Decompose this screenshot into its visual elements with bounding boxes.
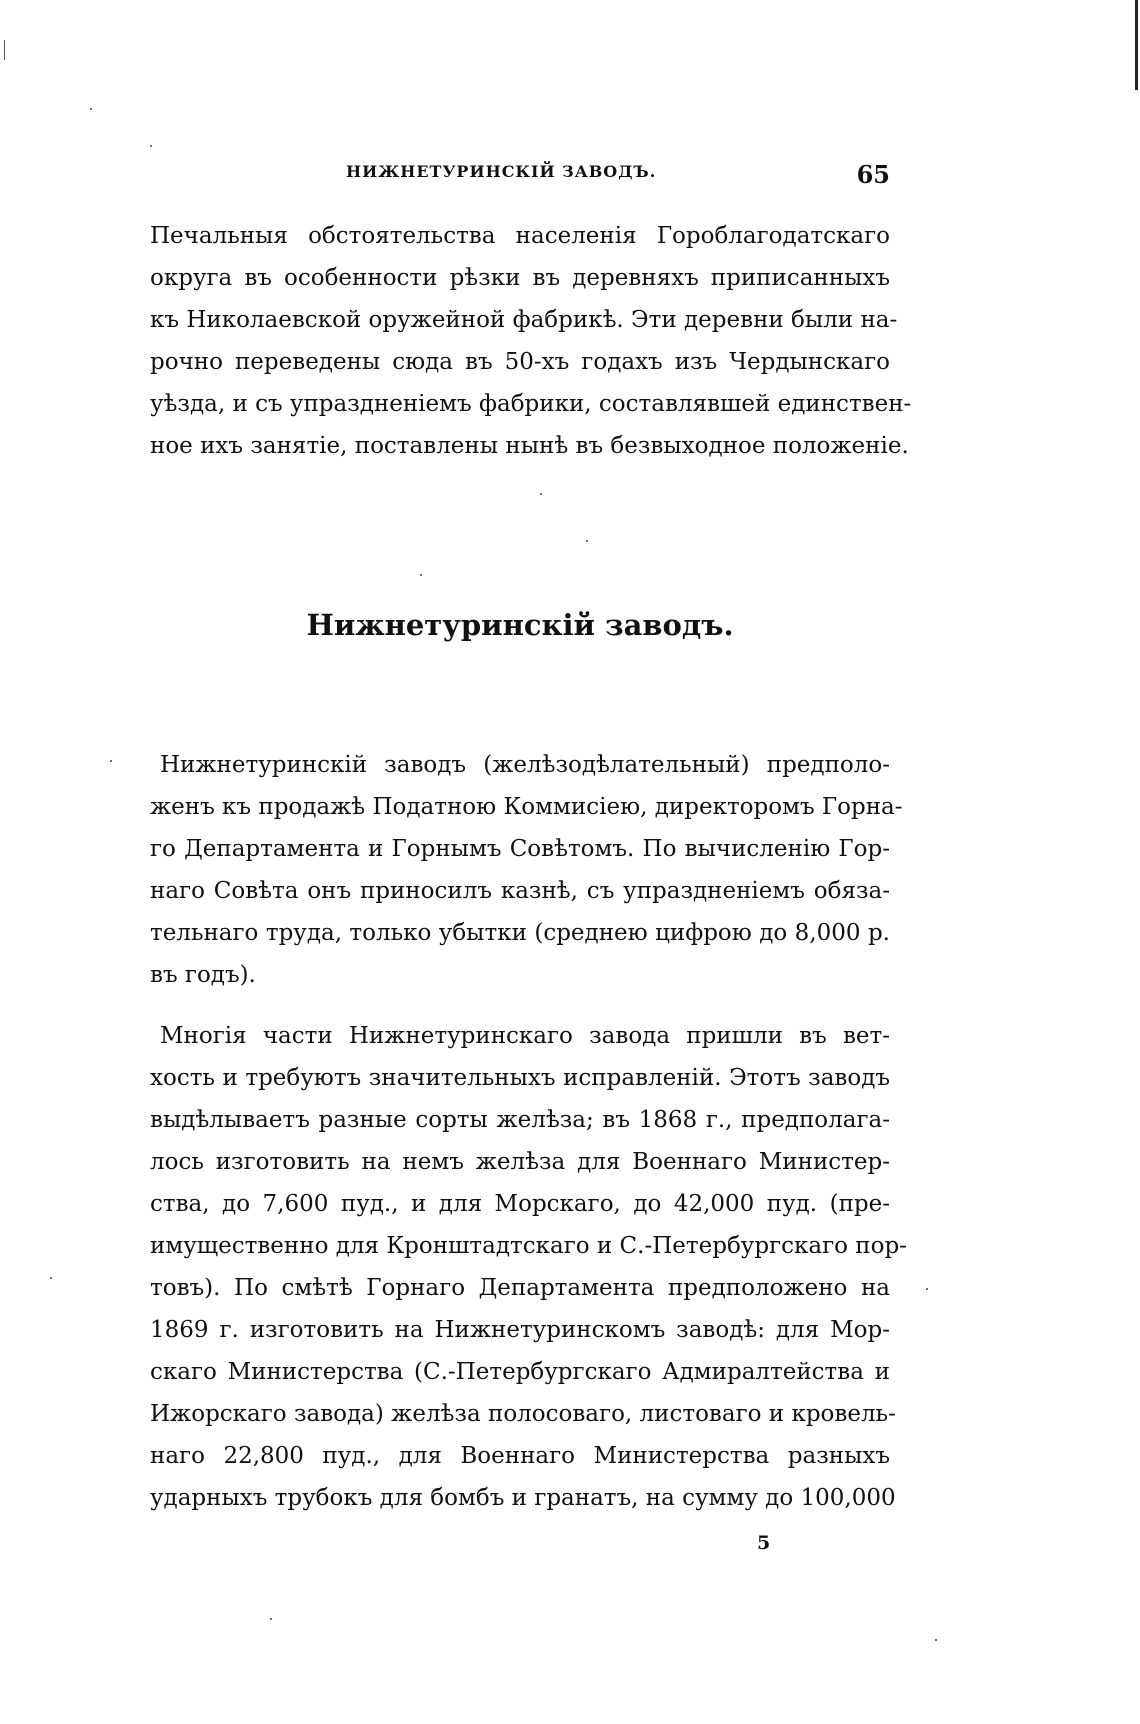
scan-speck [420, 574, 422, 576]
text-line: наго Совѣта онъ приносилъ казнѣ, съ упраздненіемъ обяза- [150, 878, 890, 904]
text-line: къ Николаевской оружейной фабрикѣ. Эти деревни были на- [150, 307, 898, 333]
scan-speck [926, 1288, 928, 1290]
text-line: скаго Министерства (С.-Петербургскаго Адмиралтейства и [150, 1359, 890, 1385]
scan-speck [270, 1618, 272, 1620]
scan-speck [50, 1277, 52, 1279]
text-line: го Департамента и Горнымъ Совѣтомъ. По вычисленію Гор- [150, 836, 890, 862]
scan-speck [150, 145, 152, 147]
text-line: округа въ особенности рѣзки въ деревняхъ приписанныхъ [150, 265, 890, 291]
text-line: въ годъ). [150, 962, 256, 988]
text-line: лось изготовить на немъ желѣза для Военнаго Министер- [150, 1149, 890, 1175]
text-line: Многія части Нижнетуринскаго завода пришли въ вет- [160, 1023, 890, 1049]
scan-edge-mark-left [4, 40, 5, 60]
text-line: Ижорскаго завода) желѣза полосоваго, листоваго и кровель- [150, 1401, 896, 1427]
page-number: 65 [856, 160, 890, 189]
text-line: 1869 г. изготовить на Нижнетуринскомъ заводѣ: для Мор- [150, 1317, 890, 1343]
text-line: уѣзда, и съ упраздненіемъ фабрики, составлявшей единствен- [150, 391, 912, 417]
text-line: имущественно для Кронштадтскаго и С.-Петербургскаго пор- [150, 1233, 907, 1259]
text-line: выдѣлываетъ разные сорты желѣза; въ 1868 г., предполага- [150, 1107, 890, 1133]
text-line: ное ихъ занятіе, поставлены нынѣ въ безвыходное положеніе. [150, 433, 909, 459]
running-title: НИЖНЕТУРИНСКІЙ ЗАВОДЪ. [346, 162, 657, 181]
text-line: женъ къ продажѣ Податною Коммисіею, директоромъ Горна- [150, 794, 903, 820]
text-line: ударныхъ трубокъ для бомбъ и гранатъ, на сумму до 100,000 [150, 1485, 896, 1511]
text-line: рочно переведены сюда въ 50-хъ годахъ изъ Чердынскаго [150, 349, 890, 375]
text-line: тельнаго труда, только убытки (среднею цифрою до 8,000 р. [150, 920, 890, 946]
scan-edge-mark-right [1135, 0, 1138, 90]
signature-mark: 5 [757, 1532, 771, 1554]
paragraph-production [150, 1015, 907, 1519]
scan-speck [935, 1639, 937, 1641]
paragraph-sale [150, 744, 903, 996]
scan-speck [540, 493, 542, 495]
intro-paragraph [150, 215, 912, 467]
text-line: хость и требуютъ значительныхъ исправленій. Этотъ заводъ [150, 1065, 890, 1091]
text-line: ства, до 7,600 пуд., и для Морскаго, до 42,000 пуд. (пре- [150, 1191, 890, 1217]
section-heading: Нижнетуринскій заводъ. [306, 608, 734, 642]
text-line: Нижнетуринскій заводъ (желѣзодѣлательный) предполо- [160, 752, 890, 778]
scan-speck [90, 108, 92, 110]
text-line: наго 22,800 пуд., для Военнаго Министерства разныхъ [150, 1443, 890, 1469]
scan-speck [586, 540, 588, 542]
text-line: товъ). По смѣтѣ Горнаго Департамента предположено на [150, 1275, 890, 1301]
text-line: Печальныя обстоятельства населенія Гороблагодатскаго [150, 223, 890, 249]
running-head [150, 160, 890, 190]
scan-speck [110, 760, 112, 762]
